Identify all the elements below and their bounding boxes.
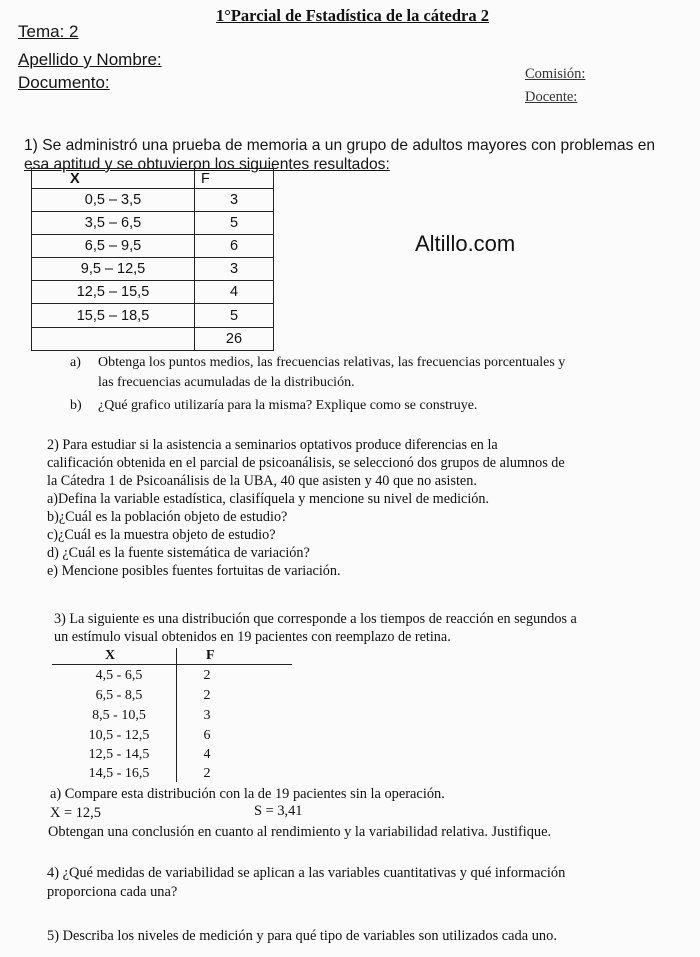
cell-f: 6	[195, 235, 274, 258]
apellido-nombre-field: Apellido y Nombre:	[18, 50, 162, 69]
question-3	[54, 610, 577, 646]
cell-x: 8,5 - 10,5	[92, 708, 146, 723]
cell-x: 9,5 – 12,5	[32, 258, 195, 281]
cell-x: 6,5 - 8,5	[95, 688, 143, 703]
header-x: X	[32, 169, 195, 189]
question-2-line: d) ¿Cuál es la fuente sistemática de variación?	[47, 545, 310, 561]
table-row	[32, 189, 274, 212]
header-f: F	[206, 648, 215, 663]
comision-field: Comisión:	[525, 66, 586, 82]
cell-f: 2	[203, 668, 211, 683]
question-1-table	[31, 168, 274, 351]
question-3-conclusion: Obtengan una conclusión en cuanto al rendimiento y la variabilidad relativa. Justifique.	[48, 824, 552, 840]
table-total-row	[32, 327, 274, 350]
question-1b-text: ¿Qué grafico utilizaría para la misma? Explique como se construye.	[98, 398, 478, 413]
cell-x: 14,5 - 16,5	[88, 766, 150, 781]
table-row	[32, 212, 274, 235]
question-1a-line-2: las frecuencias acumuladas de la distribución.	[98, 375, 355, 390]
question-3a-text: a) Compare esta distribución con la de 19 pacientes sin la operación.	[50, 786, 445, 802]
cell-x: 3,5 – 6,5	[32, 212, 195, 235]
cell-x: 6,5 – 9,5	[32, 235, 195, 258]
table-header-divider	[52, 664, 292, 665]
cell-f: 2	[203, 688, 211, 703]
question-2-line: e) Mencione posibles fuentes fortuitas de variación.	[47, 563, 341, 579]
question-2	[47, 436, 565, 580]
cell-f: 3	[203, 708, 211, 723]
question-3-line-2: un estímulo visual obtenidos en 19 pacientes con reemplazo de retina.	[54, 629, 451, 645]
question-2-line: la Cátedra 1 de Psicoanálisis de la UBA, 40 que asisten y 40 que no asisten.	[47, 473, 477, 489]
table-row	[32, 258, 274, 281]
table-row	[32, 235, 274, 258]
cell-f: 5	[195, 304, 274, 327]
table-row	[52, 708, 292, 725]
cell-f: 3	[195, 189, 274, 212]
table-header-row	[32, 169, 274, 189]
table-row	[32, 304, 274, 327]
std-dev-value: S = 3,41	[254, 803, 303, 819]
question-1b-label: b)	[70, 398, 82, 413]
cell-f: 4	[195, 281, 274, 304]
cell-x: 4,5 - 6,5	[95, 668, 143, 683]
cell-x: 15,5 – 18,5	[32, 304, 195, 327]
cell-f: 3	[195, 258, 274, 281]
watermark: Altillo.com	[415, 231, 516, 256]
question-2-line: c)¿Cuál es la muestra objeto de estudio?	[47, 527, 276, 543]
cell-x-empty	[32, 327, 195, 350]
cell-x: 12,5 – 15,5	[32, 281, 195, 304]
mean-value: X = 12,5	[50, 805, 101, 821]
question-3-line-1: 3) La siguiente es una distribución que corresponde a los tiempos de reacción en segundos a	[54, 611, 577, 627]
cell-total: 26	[195, 327, 274, 350]
header-f: F	[195, 169, 274, 189]
header-x: X	[105, 648, 116, 663]
table-row	[52, 668, 292, 685]
tema-field: Tema: 2	[18, 22, 79, 41]
question-2-line: 2) Para estudiar si la asistencia a seminarios optativos produce diferencias en la	[47, 437, 498, 453]
question-1a-label: a)	[70, 355, 81, 370]
question-1-line-2-text: esa aptitud y se obtuvieron los siguientes resultados:	[24, 156, 390, 173]
exam-title: 1°Parcial de Fstadística de la cátedra 2	[216, 6, 489, 25]
docente-field: Docente:	[525, 89, 578, 105]
question-4-line-1: 4) ¿Qué medidas de variabilidad se aplican a las variables cuantitativas y qué información	[47, 865, 566, 881]
documento-field: Documento:	[18, 73, 110, 92]
table-row	[52, 766, 292, 783]
question-1-line-1: 1) Se administró una prueba de memoria a un grupo de adultos mayores con problemas en	[24, 137, 656, 154]
cell-f: 2	[203, 766, 211, 781]
table-row	[52, 688, 292, 705]
cell-f: 4	[203, 747, 211, 762]
table-row	[52, 728, 292, 745]
question-5-text: 5) Describa los niveles de medición y para qué tipo de variables son utilizados cada uno.	[47, 928, 557, 944]
question-2-line: calificación obtenida en el parcial de psicoanálisis, se seleccionó dos grupos de alumnos de	[47, 455, 565, 471]
table-row	[32, 281, 274, 304]
table-row	[52, 747, 292, 764]
question-4-line-2: proporciona cada una?	[47, 884, 178, 900]
cell-x: 12,5 - 14,5	[88, 747, 150, 762]
cell-f: 5	[195, 212, 274, 235]
question-1a-line-1: Obtenga los puntos medios, las frecuencias relativas, las frecuencias porcentuales y	[98, 355, 566, 370]
cell-f: 6	[203, 728, 211, 743]
question-2-line: b)¿Cuál es la población objeto de estudio?	[47, 509, 288, 525]
cell-x: 0,5 – 3,5	[32, 189, 195, 212]
cell-x: 10,5 - 12,5	[88, 728, 150, 743]
question-2-line: a)Defina la variable estadística, clasifíquela y mencione su nivel de medición.	[47, 491, 490, 507]
